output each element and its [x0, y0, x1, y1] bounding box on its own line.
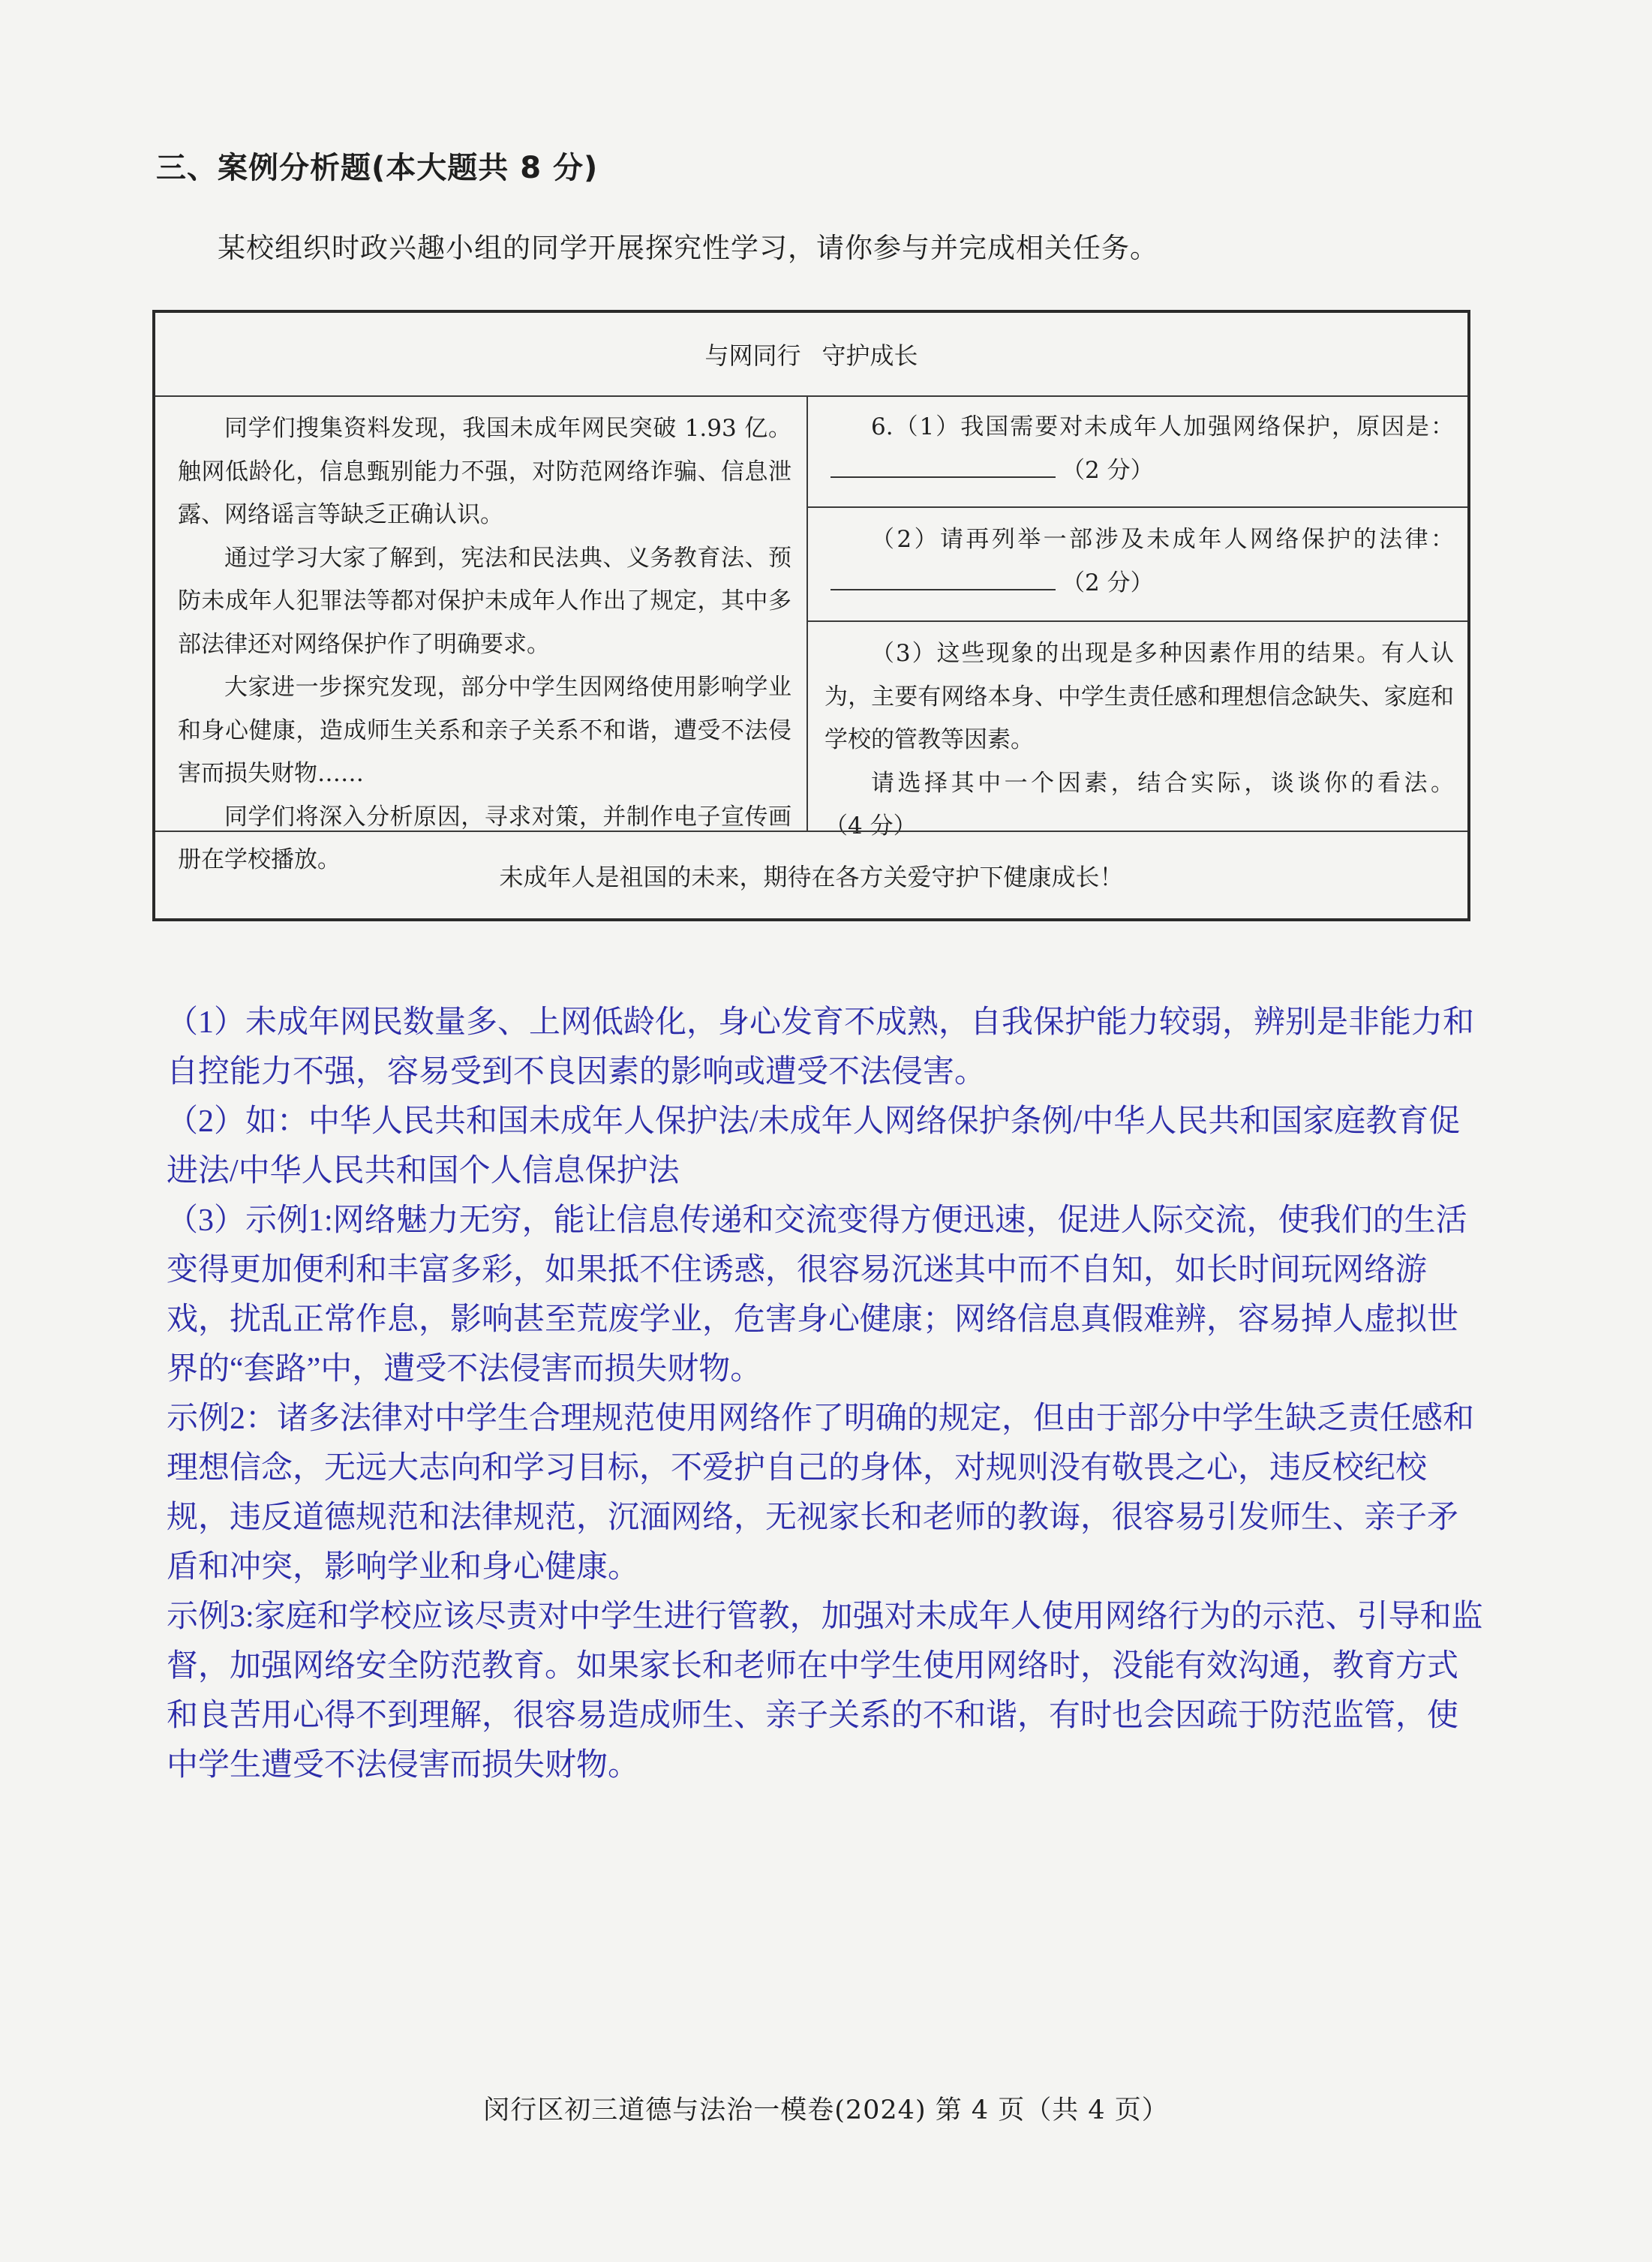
task-intro: 某校组织时政兴趣小组的同学开展探究性学习，请你参与并完成相关任务。: [218, 232, 1158, 264]
answer-3-example-3: 示例3:家庭和学校应该尽责对中学生进行管教，加强对未成年人使用网络行为的示范、引导和监督，加强网络安全防范教育。如果家长和老师在中学生使用网络时，没能有效沟通，教育方式和良苦用心得不到理解，很容易造成师生、亲子关系的不和谐，有时也会因疏于防范监管，使中学生遭受不法侵害而损失财物。: [167, 1600, 1483, 1783]
material-paragraph: 同学们搜集资料发现，我国未成年网民突破 1.93 亿。触网低龄化，信息甄别能力不强，对防范网络诈骗、信息泄露、网络谣言等缺乏正确认识。: [178, 415, 791, 528]
answer-2: （2）如：中华人民共和国未成年人保护法/未成年人网络保护条例/中华人民共和国家庭教育促进法/中华人民共和国个人信息保护法: [167, 1104, 1461, 1188]
question-2-score: （2 分）: [1062, 569, 1154, 596]
table-header: [155, 313, 1467, 397]
case-material: [155, 395, 808, 873]
question-1: [808, 395, 1467, 508]
material-paragraph: 通过学习大家了解到，宪法和民法典、义务教育法、预防未成年人犯罪法等都对保护未成年人作出了规定，其中多部法律还对网络保护作了明确要求。: [178, 544, 791, 658]
answer-blank-2: [831, 566, 1056, 590]
table-footer: 未成年人是祖国的未来，期待在各方关爱守护下健康成长！: [155, 831, 1467, 918]
answer-key: [167, 998, 1487, 1790]
question-3: [808, 622, 1467, 840]
answer-3-example-2: 示例2：诸多法律对中学生合理规范使用网络作了明确的规定，但由于部分中学生缺乏责任感和理想信念，无远大志向和学习目标，不爱护自己的身体，对规则没有敬畏之心，违反校纪校规，违反道德规范和法律规范，沉湎网络，无视家长和老师的教诲，很容易引发师生、亲子矛盾和冲突，影响学业和身心健康。: [167, 1401, 1475, 1585]
page-footer: 闵行区初三道德与法治一模卷(2024) 第 4 页（共 4 页）: [483, 2095, 1169, 2125]
table-header-part-1: 与网同行: [704, 341, 801, 370]
case-table: [152, 310, 1470, 921]
question-2: [808, 508, 1467, 622]
section-title: 三、案例分析题(本大题共 8 分): [156, 151, 599, 185]
answer-1: （1）未成年网民数量多、上网低龄化，身心发育不成熟，自我保护能力较弱，辨别是非能力和自控能力不强，容易受到不良因素的影响或遭受不法侵害。: [167, 1005, 1475, 1089]
table-header-part-2: 守护成长: [821, 341, 918, 370]
question-column: [808, 395, 1467, 840]
answer-blank-1: [831, 454, 1056, 478]
material-paragraph: 同学们将深入分析原因，寻求对策，并制作电子宣传画册在学校播放。: [178, 803, 791, 873]
question-3-score: （4 分）: [824, 813, 917, 840]
question-3-prompt: 请选择其中一个因素，结合实际，谈谈你的看法。: [871, 769, 1454, 797]
question-2-text: （2）请再列举一部涉及未成年人网络保护的法律：: [871, 526, 1454, 553]
question-3-text: （3）这些现象的出现是多种因素作用的结果。有人认为，主要有网络本身、中学生责任感和理想信念缺失、家庭和学校的管教等因素。: [824, 640, 1454, 753]
material-paragraph: 大家进一步探究发现，部分中学生因网络使用影响学业和身心健康，造成师生关系和亲子关系不和谐，遭受不法侵害而损失财物……: [178, 674, 791, 787]
answer-3-example-1: （3）示例1:网络魅力无穷，能让信息传递和交流变得方便迅速，促进人际交流，使我们的生活变得更加便利和丰富多彩，如果抵不住诱惑，很容易沉迷其中而不自知，如长时间玩网络游戏，扰乱正常作息，影响甚至荒废学业，危害身心健康；网络信息真假难辨，容易掉人虚拟世界的“套路”中，遭受不法侵害而损失财物。: [167, 1203, 1467, 1386]
question-1-text: 6.（1）我国需要对未成年人加强网络保护，原因是：: [871, 413, 1454, 440]
question-1-score: （2 分）: [1062, 456, 1154, 484]
